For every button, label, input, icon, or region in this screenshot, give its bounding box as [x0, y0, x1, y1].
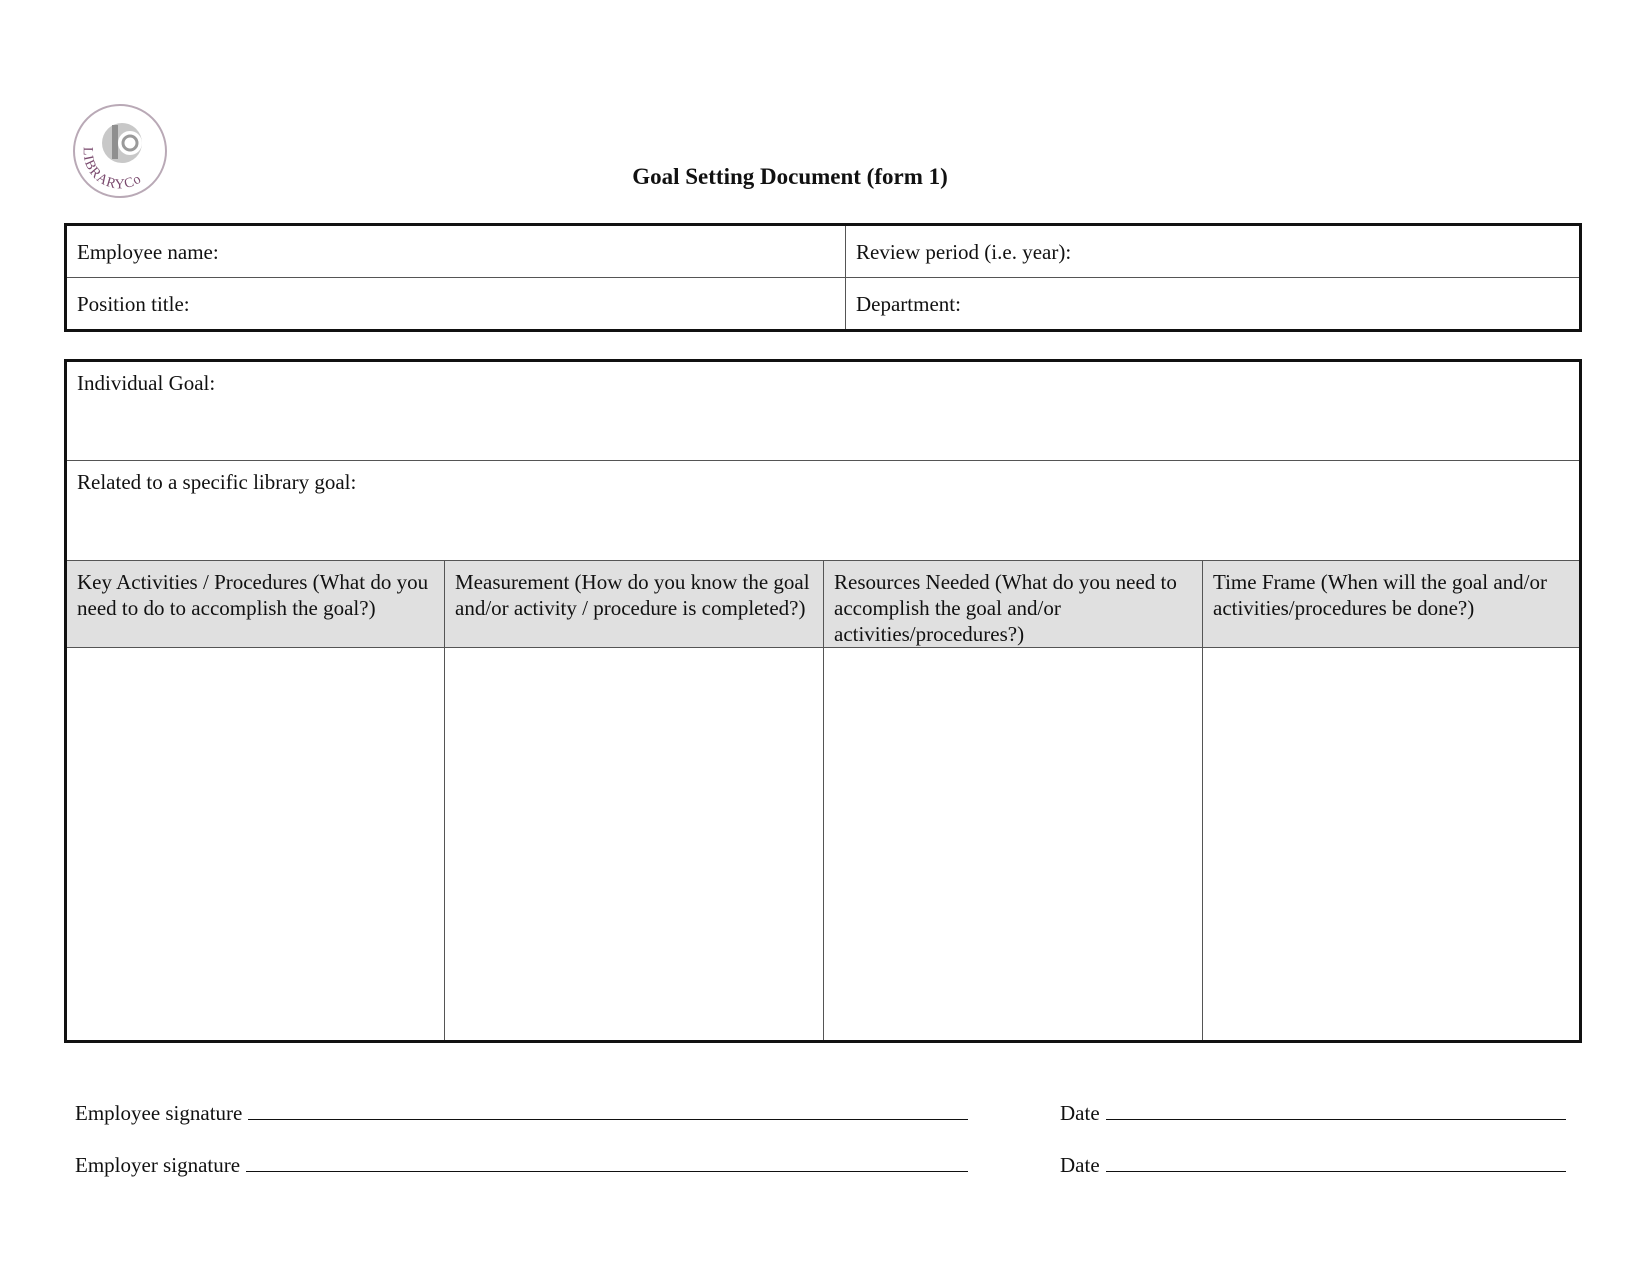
employer-signature-field[interactable]	[246, 1151, 968, 1172]
employee-signature-label: Employee signature	[75, 1101, 243, 1125]
time-frame-cell[interactable]	[1203, 648, 1581, 1042]
logo-text: LIBRARYCo	[79, 146, 145, 193]
document-title: Goal Setting Document (form 1)	[632, 164, 948, 189]
column-header-key-activities: Key Activities / Procedures (What do you need to do to accomplish the goal?)	[66, 561, 445, 648]
employee-date-line	[1060, 1099, 1566, 1126]
position-title-field[interactable]: Position title:	[66, 278, 846, 331]
employer-signature-line	[75, 1151, 968, 1178]
individual-goal-field[interactable]: Individual Goal:	[66, 361, 1581, 461]
column-header-time-frame: Time Frame (When will the goal and/or activities/procedures be done?)	[1203, 561, 1581, 648]
review-period-field[interactable]: Review period (i.e. year):	[846, 225, 1581, 278]
employee-date-label: Date	[1060, 1101, 1100, 1125]
goal-table	[64, 359, 1582, 1043]
employee-date-field[interactable]	[1106, 1099, 1566, 1120]
related-library-goal-field[interactable]: Related to a specific library goal:	[66, 461, 1581, 561]
column-header-measurement: Measurement (How do you know the goal and/or activity / procedure is completed?)	[445, 561, 824, 648]
employer-date-field[interactable]	[1106, 1151, 1566, 1172]
key-activities-cell[interactable]	[66, 648, 445, 1042]
measurement-cell[interactable]	[445, 648, 824, 1042]
employer-date-label: Date	[1060, 1153, 1100, 1177]
employee-info-table	[64, 223, 1582, 332]
employer-date-line	[1060, 1151, 1566, 1178]
employee-signature-line	[75, 1099, 968, 1126]
employee-signature-field[interactable]	[248, 1099, 968, 1120]
resources-needed-cell[interactable]	[824, 648, 1203, 1042]
employee-name-field[interactable]: Employee name:	[66, 225, 846, 278]
employer-signature-label: Employer signature	[75, 1153, 241, 1177]
department-field[interactable]: Department:	[846, 278, 1581, 331]
column-header-resources-needed: Resources Needed (What do you need to accomplish the goal and/or activities/procedures?)	[824, 561, 1203, 648]
